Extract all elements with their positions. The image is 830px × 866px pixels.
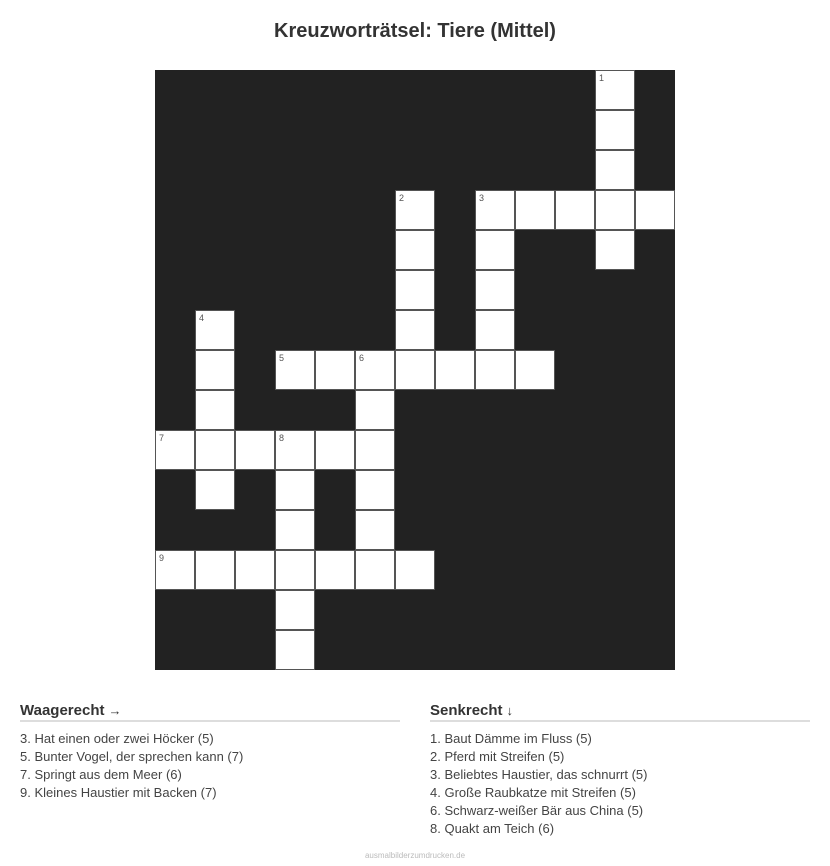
clue-number: 9 [159, 553, 165, 563]
grid-cell[interactable] [395, 310, 435, 350]
grid-cell[interactable] [195, 350, 235, 390]
clue-number: 6 [359, 353, 365, 363]
grid-cell[interactable] [355, 390, 395, 430]
grid-cell[interactable] [275, 350, 315, 390]
clue-number: 5 [279, 353, 285, 363]
grid-cell[interactable] [435, 350, 475, 390]
grid-cell[interactable] [235, 550, 275, 590]
footer-credit: ausmalbilderzumdrucken.de [364, 851, 466, 860]
down-arrow-icon: ↓ [506, 703, 514, 718]
grid-cell[interactable] [395, 350, 435, 390]
grid-cell[interactable] [355, 510, 395, 550]
grid-cell[interactable] [235, 430, 275, 470]
grid-cell[interactable] [395, 270, 435, 310]
grid-cell[interactable] [475, 310, 515, 350]
grid-cell[interactable] [315, 350, 355, 390]
grid-cell[interactable] [595, 190, 635, 230]
across-clue-3: 3. Hat einen oder zwei Höcker (5) [20, 731, 214, 746]
grid-cell[interactable] [315, 430, 355, 470]
crossword-grid [155, 70, 675, 670]
grid-cell[interactable] [515, 190, 555, 230]
grid-cell[interactable] [595, 230, 635, 270]
grid-cell[interactable] [275, 510, 315, 550]
grid-cell[interactable] [355, 550, 395, 590]
grid-cell[interactable] [595, 70, 635, 110]
grid-cell[interactable] [195, 430, 235, 470]
grid-cell[interactable] [275, 470, 315, 510]
grid-cell[interactable] [195, 550, 235, 590]
across-clue-9: 9. Kleines Haustier mit Backen (7) [20, 785, 217, 800]
grid-cell[interactable] [475, 270, 515, 310]
grid-cell[interactable] [315, 550, 355, 590]
right-arrow-icon: → [108, 703, 122, 718]
clue-number: 4 [199, 313, 205, 323]
down-clues [430, 702, 810, 838]
grid-cell[interactable] [275, 590, 315, 630]
clue-number: 8 [279, 433, 285, 443]
grid-cell[interactable] [275, 630, 315, 670]
puzzle-title: Kreuzworträtsel: Tiere (Mittel) [274, 20, 556, 42]
across-heading-label: Waagerecht [20, 702, 105, 719]
grid-cell[interactable] [275, 550, 315, 590]
down-clue-3: 3. Beliebtes Haustier, das schnurrt (5) [430, 767, 648, 782]
grid-cell[interactable] [275, 430, 315, 470]
grid-cell[interactable] [195, 310, 235, 350]
grid-cell[interactable] [355, 350, 395, 390]
clue-number: 3 [479, 193, 485, 203]
grid-cell[interactable] [155, 430, 195, 470]
across-clue-7: 7. Springt aus dem Meer (6) [20, 767, 182, 782]
down-clue-2: 2. Pferd mit Streifen (5) [430, 749, 565, 764]
down-heading [430, 702, 810, 722]
grid-cell[interactable] [475, 350, 515, 390]
clue-number: 1 [599, 73, 605, 83]
grid-cell[interactable] [355, 470, 395, 510]
grid-cell[interactable] [555, 190, 595, 230]
grid-cell[interactable] [595, 150, 635, 190]
down-clue-6: 6. Schwarz-weißer Bär aus China (5) [430, 803, 644, 818]
clue-number: 7 [159, 433, 165, 443]
across-clue-5: 5. Bunter Vogel, der sprechen kann (7) [20, 749, 244, 764]
grid-cell[interactable] [355, 430, 395, 470]
grid-cell[interactable] [475, 230, 515, 270]
across-heading [20, 702, 400, 722]
down-heading-label: Senkrecht [430, 702, 503, 719]
grid-cell[interactable] [155, 550, 195, 590]
grid-cell[interactable] [395, 550, 435, 590]
grid-cell[interactable] [515, 350, 555, 390]
grid-cell[interactable] [395, 230, 435, 270]
across-clues [20, 702, 400, 802]
grid-cell[interactable] [195, 470, 235, 510]
grid-cell[interactable] [395, 190, 435, 230]
down-clue-1: 1. Baut Dämme im Fluss (5) [430, 731, 592, 746]
clue-number: 2 [399, 193, 405, 203]
grid-cell[interactable] [595, 110, 635, 150]
grid-cell[interactable] [475, 190, 515, 230]
down-clue-4: 4. Große Raubkatze mit Streifen (5) [430, 785, 636, 800]
grid-cell[interactable] [195, 390, 235, 430]
grid-cell[interactable] [635, 190, 675, 230]
down-clue-8: 8. Quakt am Teich (6) [430, 821, 555, 836]
